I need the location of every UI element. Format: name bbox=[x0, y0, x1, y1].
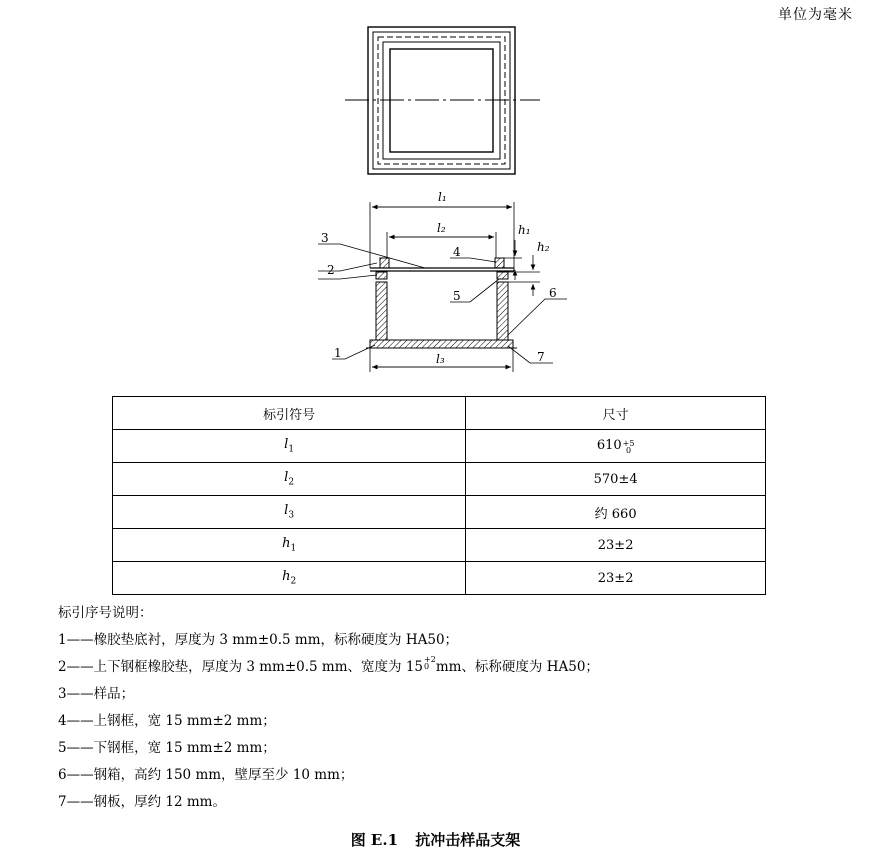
table-row bbox=[113, 496, 766, 529]
label-1: 1 bbox=[334, 346, 342, 360]
legend bbox=[58, 600, 599, 816]
legend-item: 1——橡胶垫底衬，厚度为 3 mm±0.5 mm，标称硬度为 HA50； bbox=[58, 632, 459, 648]
header-symbol: 标引符号 bbox=[113, 397, 466, 430]
label-4: 4 bbox=[453, 245, 461, 259]
table-row bbox=[113, 529, 766, 562]
size-cell: 570±4 bbox=[466, 463, 766, 496]
legend-item: 4——上钢框，宽 15 mm±2 mm； bbox=[58, 713, 276, 729]
unit-note: 单位为毫米 bbox=[778, 7, 853, 23]
size-cell: 610 +5 0 bbox=[466, 430, 766, 463]
legend-title: 标引序号说明： bbox=[58, 605, 153, 621]
figure-caption bbox=[0, 829, 871, 850]
label-2: 2 bbox=[327, 263, 335, 277]
dimension-table bbox=[112, 396, 766, 595]
table-header-row bbox=[113, 397, 766, 430]
label-h1: h₁ bbox=[518, 223, 531, 237]
legend-item: 7——钢板，厚约 12 mm。 bbox=[58, 794, 226, 810]
top-view bbox=[345, 27, 540, 174]
label-l3: l₃ bbox=[436, 352, 445, 366]
figure-title: 抗冲击样品支架 bbox=[415, 831, 521, 849]
label-7: 7 bbox=[537, 350, 545, 364]
table-row bbox=[113, 430, 766, 463]
legend-item: 2——上下钢框橡胶垫，厚度为 3 mm±0.5 mm、宽度为 15 +2 0 mm、标称硬度为 HA50； bbox=[58, 655, 599, 675]
support-drawing bbox=[0, 0, 871, 400]
table-row bbox=[113, 463, 766, 496]
symbol-cell: $l_1$ bbox=[113, 430, 466, 463]
size-cell: 约 660 bbox=[466, 496, 766, 529]
header-size: 尺寸 bbox=[466, 397, 766, 430]
legend-item: 6——钢箱，高约 150 mm，壁厚至少 10 mm； bbox=[58, 767, 354, 783]
size-cell: 23±2 bbox=[466, 562, 766, 595]
figure-number: 图 E.1 bbox=[350, 831, 399, 849]
tolerance: +2 0 bbox=[424, 655, 436, 671]
label-h2: h₂ bbox=[537, 240, 550, 254]
symbol-cell: $l_2$ bbox=[113, 463, 466, 496]
label-6: 6 bbox=[549, 286, 557, 300]
label-l1: l₁ bbox=[438, 190, 447, 204]
label-l2: l₂ bbox=[437, 221, 446, 235]
label-5: 5 bbox=[453, 289, 461, 303]
symbol-cell: $h_2$ bbox=[113, 562, 466, 595]
legend-item: 5——下钢框，宽 15 mm±2 mm； bbox=[58, 740, 276, 756]
tolerance: +5 0 bbox=[622, 439, 635, 455]
label-3: 3 bbox=[321, 231, 329, 245]
symbol-cell: $l_3$ bbox=[113, 496, 466, 529]
legend-item: 3——样品； bbox=[58, 686, 135, 702]
size-cell: 23±2 bbox=[466, 529, 766, 562]
table-row bbox=[113, 562, 766, 595]
symbol-cell: $h_1$ bbox=[113, 529, 466, 562]
